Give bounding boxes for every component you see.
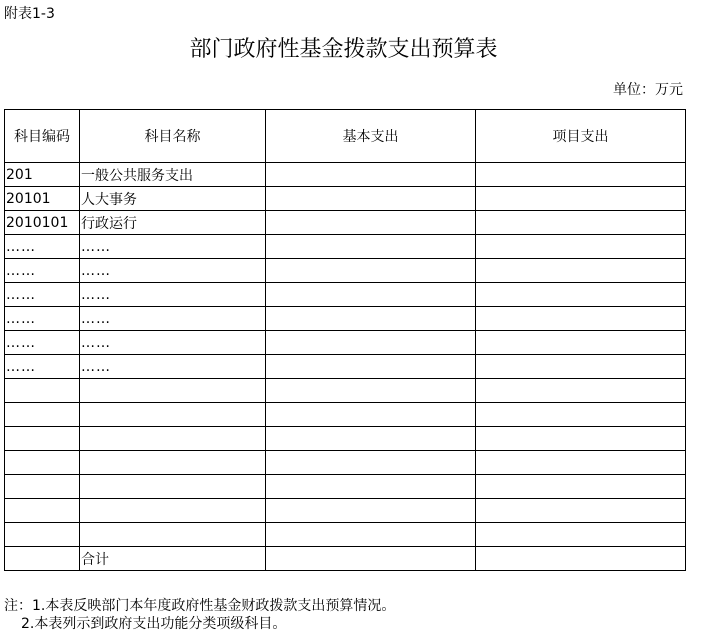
budget-table: [4, 109, 686, 571]
cell-project: [476, 235, 686, 259]
cell-basic: [266, 235, 476, 259]
cell-code: ……: [5, 307, 80, 331]
cell-code: [5, 547, 80, 571]
cell-name: ……: [80, 355, 266, 379]
cell-code: [5, 475, 80, 499]
cell-name: [80, 523, 266, 547]
cell-name: [80, 379, 266, 403]
cell-basic: [266, 355, 476, 379]
cell-basic: [266, 283, 476, 307]
cell-code: [5, 403, 80, 427]
cell-code: 20101: [5, 187, 80, 211]
attachment-label: 附表1-3: [4, 6, 55, 22]
table-row: [5, 427, 686, 451]
cell-name: 人大事务: [80, 187, 266, 211]
cell-project: [476, 283, 686, 307]
cell-code: ……: [5, 235, 80, 259]
cell-project: [476, 523, 686, 547]
cell-project: [476, 355, 686, 379]
cell-code: 201: [5, 163, 80, 187]
header-code: 科目编码: [5, 110, 80, 163]
cell-code: ……: [5, 355, 80, 379]
cell-name: ……: [80, 259, 266, 283]
cell-project: [476, 547, 686, 571]
cell-project: [476, 307, 686, 331]
cell-basic: [266, 403, 476, 427]
cell-name: [80, 403, 266, 427]
cell-project: [476, 475, 686, 499]
cell-basic: [266, 379, 476, 403]
cell-name: ……: [80, 283, 266, 307]
cell-project: [476, 427, 686, 451]
cell-basic: [266, 499, 476, 523]
table-row: [5, 379, 686, 403]
cell-basic: [266, 187, 476, 211]
cell-code: [5, 523, 80, 547]
cell-basic: [266, 475, 476, 499]
table-row: [5, 259, 686, 283]
cell-code: [5, 427, 80, 451]
cell-basic: [266, 451, 476, 475]
cell-project: [476, 259, 686, 283]
table-row: [5, 451, 686, 475]
cell-basic: [266, 307, 476, 331]
cell-code: ……: [5, 283, 80, 307]
notes: [4, 597, 395, 633]
cell-basic: [266, 259, 476, 283]
cell-name: ……: [80, 331, 266, 355]
cell-basic: [266, 331, 476, 355]
table-row: [5, 163, 686, 187]
table-row: [5, 475, 686, 499]
cell-name: 合计: [80, 547, 266, 571]
header-name: 科目名称: [80, 110, 266, 163]
header-project: 项目支出: [476, 110, 686, 163]
cell-project: [476, 499, 686, 523]
cell-basic: [266, 211, 476, 235]
cell-code: ……: [5, 331, 80, 355]
total-row: [5, 547, 686, 571]
cell-project: [476, 331, 686, 355]
cell-project: [476, 451, 686, 475]
cell-basic: [266, 163, 476, 187]
table-row: [5, 355, 686, 379]
note-2: 2.本表列示到政府支出功能分类项级科目。: [21, 616, 287, 632]
table-row: [5, 403, 686, 427]
table-row: [5, 499, 686, 523]
cell-code: 2010101: [5, 211, 80, 235]
table-row: [5, 523, 686, 547]
table-row: [5, 331, 686, 355]
cell-code: ……: [5, 259, 80, 283]
table-row: [5, 187, 686, 211]
note-1: 注：1.本表反映部门本年度政府性基金财政拨款支出预算情况。: [4, 598, 396, 614]
cell-project: [476, 163, 686, 187]
cell-name: ……: [80, 307, 266, 331]
cell-name: 一般公共服务支出: [80, 163, 266, 187]
cell-basic: [266, 523, 476, 547]
cell-basic: [266, 427, 476, 451]
cell-name: 行政运行: [80, 211, 266, 235]
cell-project: [476, 211, 686, 235]
cell-name: [80, 475, 266, 499]
cell-project: [476, 403, 686, 427]
cell-name: [80, 427, 266, 451]
cell-project: [476, 379, 686, 403]
table-row: [5, 307, 686, 331]
cell-code: [5, 499, 80, 523]
table-row: [5, 283, 686, 307]
page-title: 部门政府性基金拨款支出预算表: [189, 37, 498, 62]
cell-code: [5, 379, 80, 403]
unit-label: 单位：万元: [613, 82, 683, 98]
cell-project: [476, 187, 686, 211]
cell-name: [80, 451, 266, 475]
cell-name: ……: [80, 235, 266, 259]
table-row: [5, 235, 686, 259]
cell-basic: [266, 547, 476, 571]
cell-name: [80, 499, 266, 523]
table-row: [5, 211, 686, 235]
cell-code: [5, 451, 80, 475]
header-basic: 基本支出: [266, 110, 476, 163]
table-header-row: [5, 110, 686, 163]
